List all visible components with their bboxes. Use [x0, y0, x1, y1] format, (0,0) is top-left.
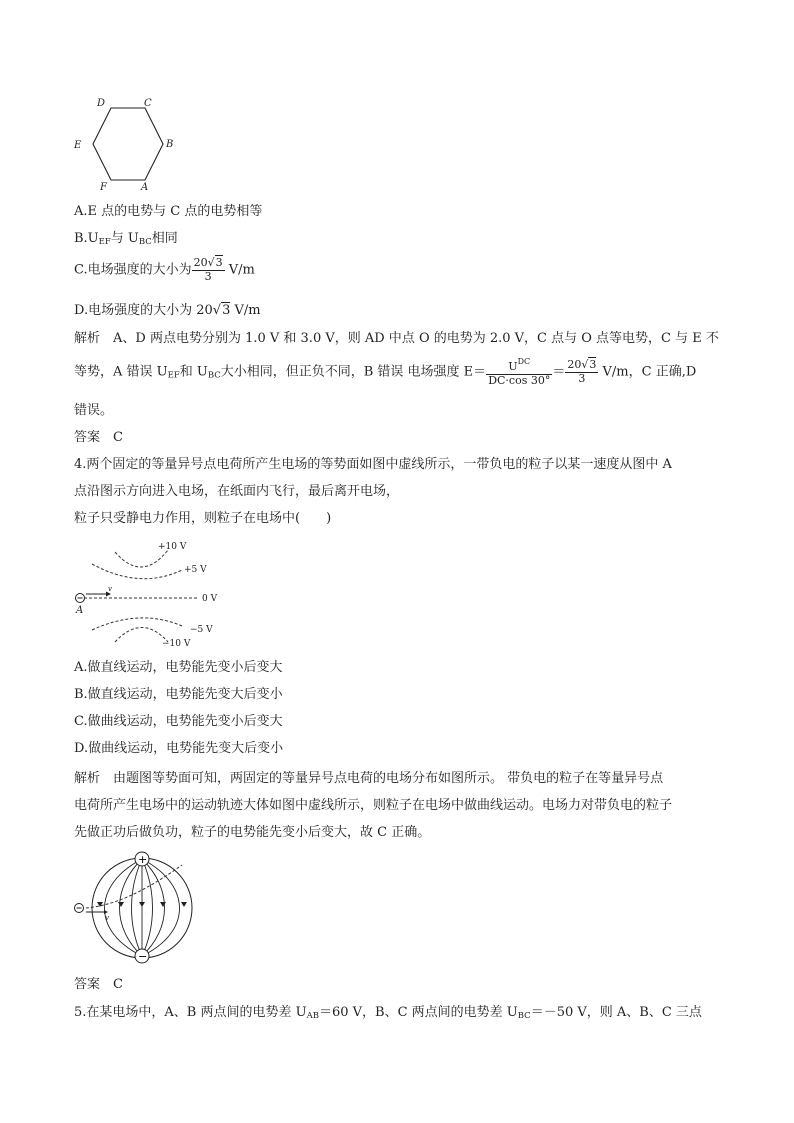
label-0v: 0 V	[202, 594, 218, 604]
q3-option-c: C.电场强度的大小为 $\frac{20√3}{3}$ V/m	[74, 256, 255, 283]
hex-label-e: E	[74, 140, 82, 151]
q4-stem-line1: 4.两个固定的等量异号点电荷所产生电场的等势面如图中虚线所示，一带负电的粒子以某一速度从图中 A	[74, 457, 672, 472]
point-a-label: A	[76, 605, 84, 616]
field-velocity-label: v	[105, 914, 109, 922]
q3-analysis-line3: 错误。	[74, 403, 114, 418]
q4-stem-line2: 点沿图示方向进入电场，在纸面内飞行，最后离开电场，	[74, 484, 400, 499]
q3-answer: 答案 C	[74, 430, 123, 445]
field-lines-figure	[70, 850, 210, 970]
q3-option-d: D.电场强度的大小为 20√3 V/m	[74, 303, 261, 318]
hexagon-shape	[93, 108, 163, 180]
hex-label-a: A	[141, 182, 149, 193]
q5-stem-line1: 5.在某电场中，A、B 两点间的电势差 $U_{AB}=60$ V，B、C 两点间的电势差 $U_{BC}=-50$ V，则 A、B、C 三点	[74, 1005, 702, 1021]
hex-label-d: D	[97, 98, 106, 109]
equipotential-figure	[70, 538, 230, 653]
hexagon-figure	[70, 95, 180, 195]
positive-charge-label: +	[138, 853, 148, 866]
q4-option-d: D.做曲线运动，电势能先变大后变小	[74, 741, 284, 756]
q4-analysis-line3: 先做正功后做负功，粒子的电势能先变小后变大，故 C 正确。	[74, 825, 431, 840]
hex-label-f: F	[100, 182, 107, 193]
q4-stem-line3: 粒子只受静电力作用，则粒子在电场中( )	[74, 511, 332, 526]
label-plus-10v: +10 V	[158, 542, 187, 552]
q3-option-b: $B.U_{EF}$与 $U_{BC}$相同	[74, 231, 178, 247]
hex-label-b: B	[166, 139, 174, 150]
velocity-label: v	[108, 585, 112, 593]
hex-label-c: C	[144, 98, 152, 109]
label-minus-5v: −5 V	[190, 625, 213, 635]
q3-analysis-line1: 解析 A、D 两点电势分别为 1.0 V 和 3.0 V，则 AD 中点 O 的电势为 2.0 V，C 点与 O 点等电势，C 与 E 不	[74, 331, 719, 346]
q4-option-c: C.做曲线运动，电势能先变小后变大	[74, 714, 283, 729]
q4-option-a: A.做直线运动，电势能先变小后变大	[74, 660, 283, 675]
q4-analysis-line2: 电荷所产生电场中的运动轨迹大体如图中虚线所示，则粒子在电场中做曲线运动。电场力对带负电的粒子	[74, 798, 673, 813]
q3-analysis-line2: 等势，A 错误 $U_{EF}$和 $U_{BC}$大小相同，但正负不同，B 错误 电场强度 E＝ $\frac{U^{DC}}{DC\cdot\cos 30^\circ}$ ＝ $\frac{20√3}{3}$ V/m，C 正确,D	[74, 357, 697, 387]
label-plus-5v: +5 V	[184, 565, 207, 575]
q4-answer: 答案 C	[74, 977, 123, 992]
label-minus-10v: −10 V	[162, 639, 191, 649]
q3-option-a: A.E 点的电势与 C 点的电势相等	[74, 204, 263, 219]
q4-analysis-line1: 解析 由题图等势面可知，两固定的等量异号点电荷的电场分布如图所示。 带负电的粒子在等量异号点	[74, 771, 664, 786]
negative-charge-label: −	[138, 950, 148, 963]
q4-option-b: B.做直线运动，电势能先变大后变小	[74, 687, 283, 702]
